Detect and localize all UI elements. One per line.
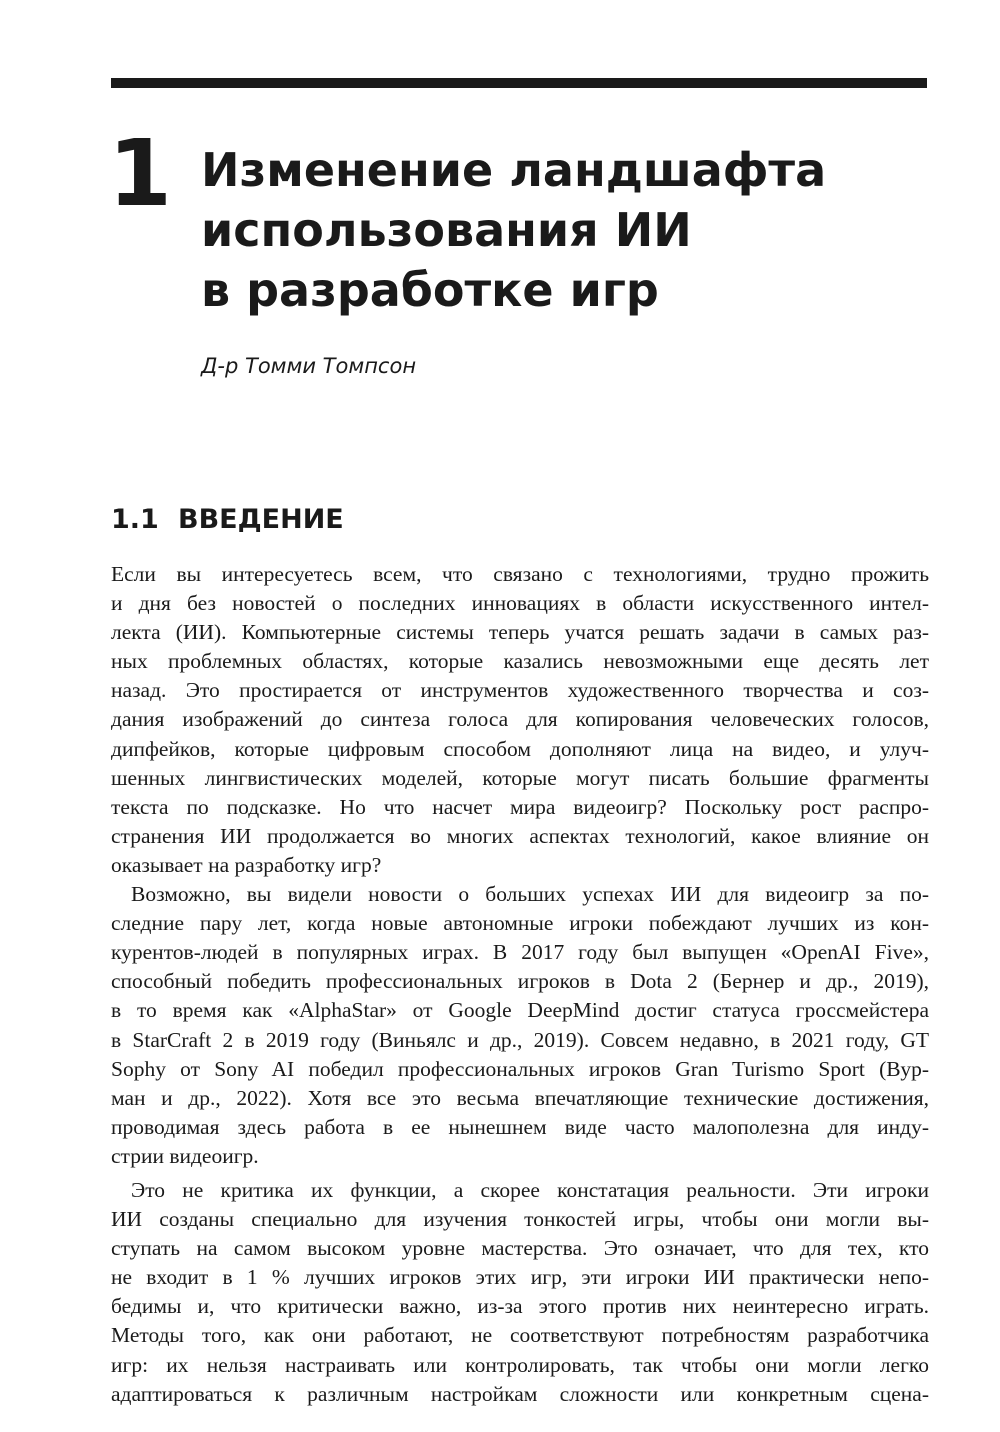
text-line: Методы того, как они работают, не соответствуют потребностям разработчика [111,1323,929,1348]
chapter-number: 1 [108,120,171,227]
text-line: проводимая здесь работа в ее нынешнем виде часто малополезна для инду- [111,1114,929,1139]
text-line: дипфейков, которые цифровым способом дополняют лица на видео, и улуч- [111,736,929,761]
text-line: Возможно, вы видели новости о больших успехах ИИ для видеоигр за по- [131,882,929,907]
chapter-top-rule [111,78,927,88]
text-line: ман и др., 2022). Хотя все это весьма впечатляющие технические достижения, [111,1085,929,1110]
paragraph [111,560,929,880]
text-line: и дня без новостей о последних инновациях в области искусственного интел- [111,591,929,616]
text-line: игр: их нельзя настраивать или контролировать, так чтобы они могли легко [111,1352,929,1377]
text-line: странения ИИ продолжается во многих аспектах технологий, какое влияние он [111,823,929,848]
chapter-title-line: Изменение ландшафта [201,143,827,197]
chapter-author: Д-р Томми Томпсон [201,354,417,378]
text-line: в StarCraft 2 в 2019 году (Виньялс и др., 2019). Совсем недавно, в 2021 году, GT [111,1027,929,1052]
text-line: адаптироваться к различным настройкам сложности или конкретным сцена- [111,1381,929,1406]
text-line: Если вы интересуетесь всем, что связано с технологиями, трудно прожить [111,562,929,586]
chapter-title [201,140,901,320]
paragraph [111,1176,929,1409]
text-line: способный победить профессиональных игроков в Dota 2 (Бернер и др., 2019), [111,969,929,994]
text-line: следние пару лет, когда новые автономные игроки побеждают лучших из кон- [111,911,929,936]
text-line: дания изображений до синтеза голоса для копирования человеческих голосов, [111,707,929,732]
text-line: оказывает на разработку игр? [111,852,382,877]
text-line: ИИ созданы специально для изучения тонкостей игры, чтобы они могли вы- [111,1207,929,1232]
chapter-title-line: в разработке игр [201,263,659,317]
text-line: не входит в 1 % лучших игроков этих игр, эти игроки ИИ практически непо- [111,1265,929,1290]
text-line: лекта (ИИ). Компьютерные системы теперь учатся решать задачи в самых раз- [111,620,929,645]
text-line: текста по подсказке. Но что насчет мира видеоигр? Поскольку рост распро- [111,794,929,819]
text-line: бедимы и, что критически важно, из-за этого против них неинтересно играть. [111,1294,929,1319]
text-line: ных проблемных областях, которые казались невозможными еще десять лет [111,649,929,674]
section-heading [111,501,344,539]
text-line: Это не критика их функции, а скорее констатация реальности. Эти игроки [131,1177,929,1202]
text-line: курентов-людей в популярных играх. В 2017 году был выпущен «OpenAI Five», [111,940,929,965]
text-line: Sophy от Sony AI победил профессиональных игроков Gran Turismo Sport (Вур- [111,1056,929,1081]
text-line: шенных лингвистических моделей, которые могут писать большие фрагменты [111,765,929,790]
section-number: 1.1 [111,504,159,535]
text-line: ступать на самом высоком уровне мастерства. Это означает, что для тех, кто [111,1236,929,1261]
paragraph [111,880,929,1171]
chapter-title-line: использования ИИ [201,203,692,257]
text-line: в то время как «AlphaStar» от Google DeepMind достиг статуса гроссмейстера [111,998,929,1023]
body-text [111,560,929,1409]
text-line: назад. Это простирается от инструментов художественного творчества и соз- [111,678,929,703]
section-title: ВВЕДЕНИЕ [178,504,344,535]
text-line: стрии видеоигр. [111,1143,259,1168]
